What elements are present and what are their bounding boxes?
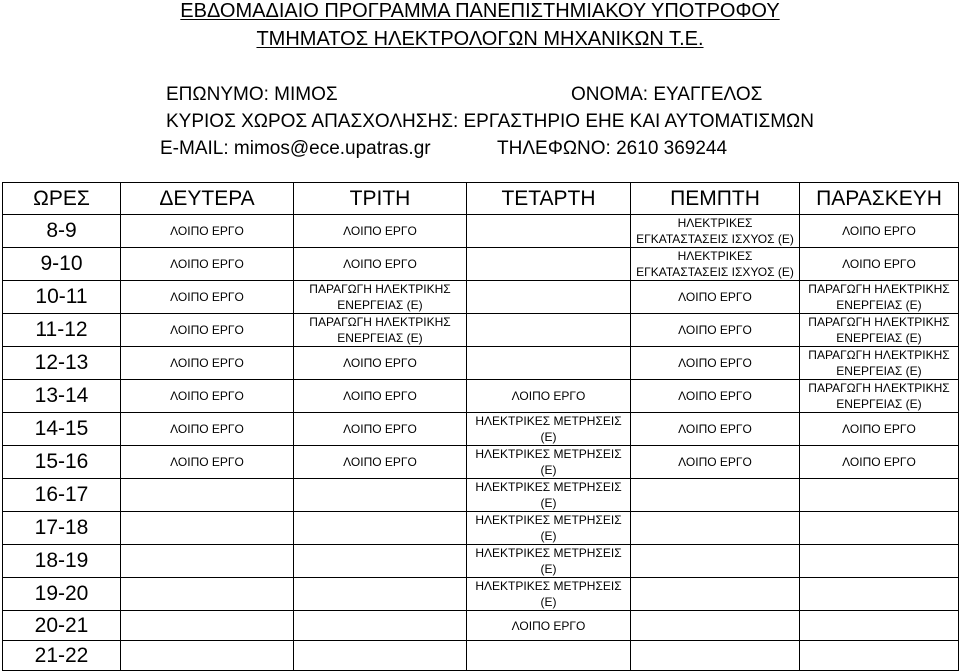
schedule-cell-friday xyxy=(800,479,959,512)
schedule-cell-tuesday: ΛΟΙΠΟ ΕΡΓΟ xyxy=(294,347,467,380)
column-header-wednesday: ΤΕΤΑΡΤΗ xyxy=(467,183,631,215)
hour-slot: 21-22 xyxy=(3,641,121,671)
schedule-cell-wednesday xyxy=(467,215,631,248)
email-field: E-MAIL: mimos@ece.upatras.gr xyxy=(160,138,431,159)
schedule-row xyxy=(3,479,959,512)
schedule-row xyxy=(3,578,959,611)
schedule-cell-friday: ΠΑΡΑΓΩΓΗ ΗΛΕΚΤΡΙΚΗΣ ΕΝΕΡΓΕΙΑΣ (Ε) xyxy=(800,347,959,380)
schedule-cell-wednesday xyxy=(467,248,631,281)
schedule-cell-tuesday: ΠΑΡΑΓΩΓΗ ΗΛΕΚΤΡΙΚΗΣ ΕΝΕΡΓΕΙΑΣ (Ε) xyxy=(294,314,467,347)
schedule-cell-monday xyxy=(121,512,294,545)
schedule-cell-thursday: ΛΟΙΠΟ ΕΡΓΟ xyxy=(631,413,800,446)
schedule-row xyxy=(3,215,959,248)
schedule-cell-tuesday xyxy=(294,545,467,578)
schedule-cell-friday xyxy=(800,545,959,578)
schedule-cell-friday: ΛΟΙΠΟ ΕΡΓΟ xyxy=(800,215,959,248)
schedule-cell-monday: ΛΟΙΠΟ ΕΡΓΟ xyxy=(121,215,294,248)
schedule-cell-friday: ΛΟΙΠΟ ΕΡΓΟ xyxy=(800,413,959,446)
schedule-cell-tuesday: ΛΟΙΠΟ ΕΡΓΟ xyxy=(294,413,467,446)
schedule-row xyxy=(3,248,959,281)
schedule-cell-monday: ΛΟΙΠΟ ΕΡΓΟ xyxy=(121,248,294,281)
schedule-cell-monday xyxy=(121,479,294,512)
schedule-cell-monday xyxy=(121,611,294,641)
schedule-cell-tuesday xyxy=(294,479,467,512)
schedule-cell-wednesday: ΗΛΕΚΤΡΙΚΕΣ ΜΕΤΡΗΣΕΙΣ (Ε) xyxy=(467,578,631,611)
schedule-cell-wednesday: ΗΛΕΚΤΡΙΚΕΣ ΜΕΤΡΗΣΕΙΣ (Ε) xyxy=(467,479,631,512)
schedule-cell-thursday: ΗΛΕΚΤΡΙΚΕΣ ΕΓΚΑΤΑΣΤΑΣΕΙΣ ΙΣΧΥΟΣ (Ε) xyxy=(631,215,800,248)
schedule-cell-tuesday: ΛΟΙΠΟ ΕΡΓΟ xyxy=(294,248,467,281)
schedule-body xyxy=(3,215,959,671)
hour-slot: 14-15 xyxy=(3,413,121,446)
schedule-header-row xyxy=(3,183,959,215)
hour-slot: 16-17 xyxy=(3,479,121,512)
column-header-hours: ΩΡΕΣ xyxy=(3,183,121,215)
hour-slot: 19-20 xyxy=(3,578,121,611)
schedule-cell-friday: ΛΟΙΠΟ ΕΡΓΟ xyxy=(800,446,959,479)
schedule-cell-monday xyxy=(121,545,294,578)
schedule-cell-thursday: ΛΟΙΠΟ ΕΡΓΟ xyxy=(631,347,800,380)
schedule-cell-monday: ΛΟΙΠΟ ΕΡΓΟ xyxy=(121,446,294,479)
schedule-cell-monday xyxy=(121,578,294,611)
schedule-cell-friday xyxy=(800,611,959,641)
schedule-cell-thursday xyxy=(631,545,800,578)
schedule-cell-thursday: ΛΟΙΠΟ ΕΡΓΟ xyxy=(631,380,800,413)
weekly-schedule-table xyxy=(2,182,959,671)
column-header-thursday: ΠΕΜΠΤΗ xyxy=(631,183,800,215)
schedule-cell-wednesday: ΗΛΕΚΤΡΙΚΕΣ ΜΕΤΡΗΣΕΙΣ (Ε) xyxy=(467,446,631,479)
hour-slot: 9-10 xyxy=(3,248,121,281)
hour-slot: 8-9 xyxy=(3,215,121,248)
hour-slot: 15-16 xyxy=(3,446,121,479)
schedule-cell-thursday: ΗΛΕΚΤΡΙΚΕΣ ΕΓΚΑΤΑΣΤΑΣΕΙΣ ΙΣΧΥΟΣ (Ε) xyxy=(631,248,800,281)
schedule-cell-monday: ΛΟΙΠΟ ΕΡΓΟ xyxy=(121,413,294,446)
schedule-cell-friday: ΠΑΡΑΓΩΓΗ ΗΛΕΚΤΡΙΚΗΣ ΕΝΕΡΓΕΙΑΣ (Ε) xyxy=(800,314,959,347)
schedule-cell-wednesday xyxy=(467,314,631,347)
schedule-row xyxy=(3,512,959,545)
schedule-row xyxy=(3,611,959,641)
schedule-cell-thursday: ΛΟΙΠΟ ΕΡΓΟ xyxy=(631,281,800,314)
document-subtitle: ΤΜΗΜΑΤΟΣ ΗΛΕΚΤΡΟΛΟΓΩΝ ΜΗΧΑΝΙΚΩΝ Τ.Ε. xyxy=(256,28,704,50)
schedule-cell-wednesday xyxy=(467,347,631,380)
schedule-cell-thursday xyxy=(631,578,800,611)
schedule-row xyxy=(3,545,959,578)
schedule-cell-wednesday: ΗΛΕΚΤΡΙΚΕΣ ΜΕΤΡΗΣΕΙΣ (Ε) xyxy=(467,413,631,446)
schedule-cell-monday: ΛΟΙΠΟ ΕΡΓΟ xyxy=(121,314,294,347)
hour-slot: 18-19 xyxy=(3,545,121,578)
schedule-cell-tuesday: ΛΟΙΠΟ ΕΡΓΟ xyxy=(294,215,467,248)
hour-slot: 12-13 xyxy=(3,347,121,380)
schedule-cell-tuesday xyxy=(294,578,467,611)
schedule-cell-monday: ΛΟΙΠΟ ΕΡΓΟ xyxy=(121,281,294,314)
schedule-cell-monday: ΛΟΙΠΟ ΕΡΓΟ xyxy=(121,380,294,413)
hour-slot: 11-12 xyxy=(3,314,121,347)
schedule-cell-tuesday: ΠΑΡΑΓΩΓΗ ΗΛΕΚΤΡΙΚΗΣ ΕΝΕΡΓΕΙΑΣ (Ε) xyxy=(294,281,467,314)
surname-field: ΕΠΩΝΥΜΟ: ΜΙΜΟΣ xyxy=(166,84,338,105)
schedule-row xyxy=(3,446,959,479)
schedule-cell-tuesday: ΛΟΙΠΟ ΕΡΓΟ xyxy=(294,446,467,479)
hour-slot: 13-14 xyxy=(3,380,121,413)
schedule-row xyxy=(3,347,959,380)
schedule-cell-wednesday: ΛΟΙΠΟ ΕΡΓΟ xyxy=(467,380,631,413)
column-header-monday: ΔΕΥΤΕΡΑ xyxy=(121,183,294,215)
schedule-cell-thursday: ΛΟΙΠΟ ΕΡΓΟ xyxy=(631,446,800,479)
schedule-cell-friday xyxy=(800,578,959,611)
first-name-field: ΟΝΟΜΑ: ΕΥΑΓΓΕΛΟΣ xyxy=(571,84,763,105)
schedule-cell-thursday: ΛΟΙΠΟ ΕΡΓΟ xyxy=(631,314,800,347)
hour-slot: 20-21 xyxy=(3,611,121,641)
schedule-cell-wednesday: ΗΛΕΚΤΡΙΚΕΣ ΜΕΤΡΗΣΕΙΣ (Ε) xyxy=(467,545,631,578)
schedule-cell-tuesday xyxy=(294,512,467,545)
column-header-friday: ΠΑΡΑΣΚΕΥΗ xyxy=(800,183,959,215)
phone-field: ΤΗΛΕΦΩΝΟ: 2610 369244 xyxy=(497,138,728,159)
hour-slot: 17-18 xyxy=(3,512,121,545)
hour-slot: 10-11 xyxy=(3,281,121,314)
schedule-cell-thursday xyxy=(631,611,800,641)
schedule-cell-monday: ΛΟΙΠΟ ΕΡΓΟ xyxy=(121,347,294,380)
schedule-cell-friday: ΛΟΙΠΟ ΕΡΓΟ xyxy=(800,248,959,281)
schedule-cell-tuesday: ΛΟΙΠΟ ΕΡΓΟ xyxy=(294,380,467,413)
column-header-tuesday: ΤΡΙΤΗ xyxy=(294,183,467,215)
schedule-row xyxy=(3,281,959,314)
schedule-cell-friday xyxy=(800,512,959,545)
schedule-cell-thursday xyxy=(631,479,800,512)
office-field: ΚΥΡΙΟΣ ΧΩΡΟΣ ΑΠΑΣΧΟΛΗΣΗΣ: ΕΡΓΑΣΤΗΡΙΟ ΕΗΕ ΚΑΙ ΑΥΤΟΜΑΤΙΣΜΩΝ xyxy=(166,111,814,132)
schedule-cell-wednesday: ΛΟΙΠΟ ΕΡΓΟ xyxy=(467,611,631,641)
schedule-cell-wednesday: ΗΛΕΚΤΡΙΚΕΣ ΜΕΤΡΗΣΕΙΣ (Ε) xyxy=(467,512,631,545)
schedule-cell-friday: ΠΑΡΑΓΩΓΗ ΗΛΕΚΤΡΙΚΗΣ ΕΝΕΡΓΕΙΑΣ (Ε) xyxy=(800,281,959,314)
document-title: ΕΒΔΟΜΑΔΙΑΙΟ ΠΡΟΓΡΑΜΜΑ ΠΑΝΕΠΙΣΤΗΜΙΑΚΟΥ ΥΠΟΤΡΟΦΟΥ xyxy=(180,0,780,22)
schedule-cell-wednesday xyxy=(467,281,631,314)
schedule-row xyxy=(3,314,959,347)
schedule-cell-tuesday xyxy=(294,611,467,641)
schedule-cell-friday: ΠΑΡΑΓΩΓΗ ΗΛΕΚΤΡΙΚΗΣ ΕΝΕΡΓΕΙΑΣ (Ε) xyxy=(800,380,959,413)
schedule-row xyxy=(3,380,959,413)
schedule-cell-thursday xyxy=(631,512,800,545)
schedule-row xyxy=(3,413,959,446)
